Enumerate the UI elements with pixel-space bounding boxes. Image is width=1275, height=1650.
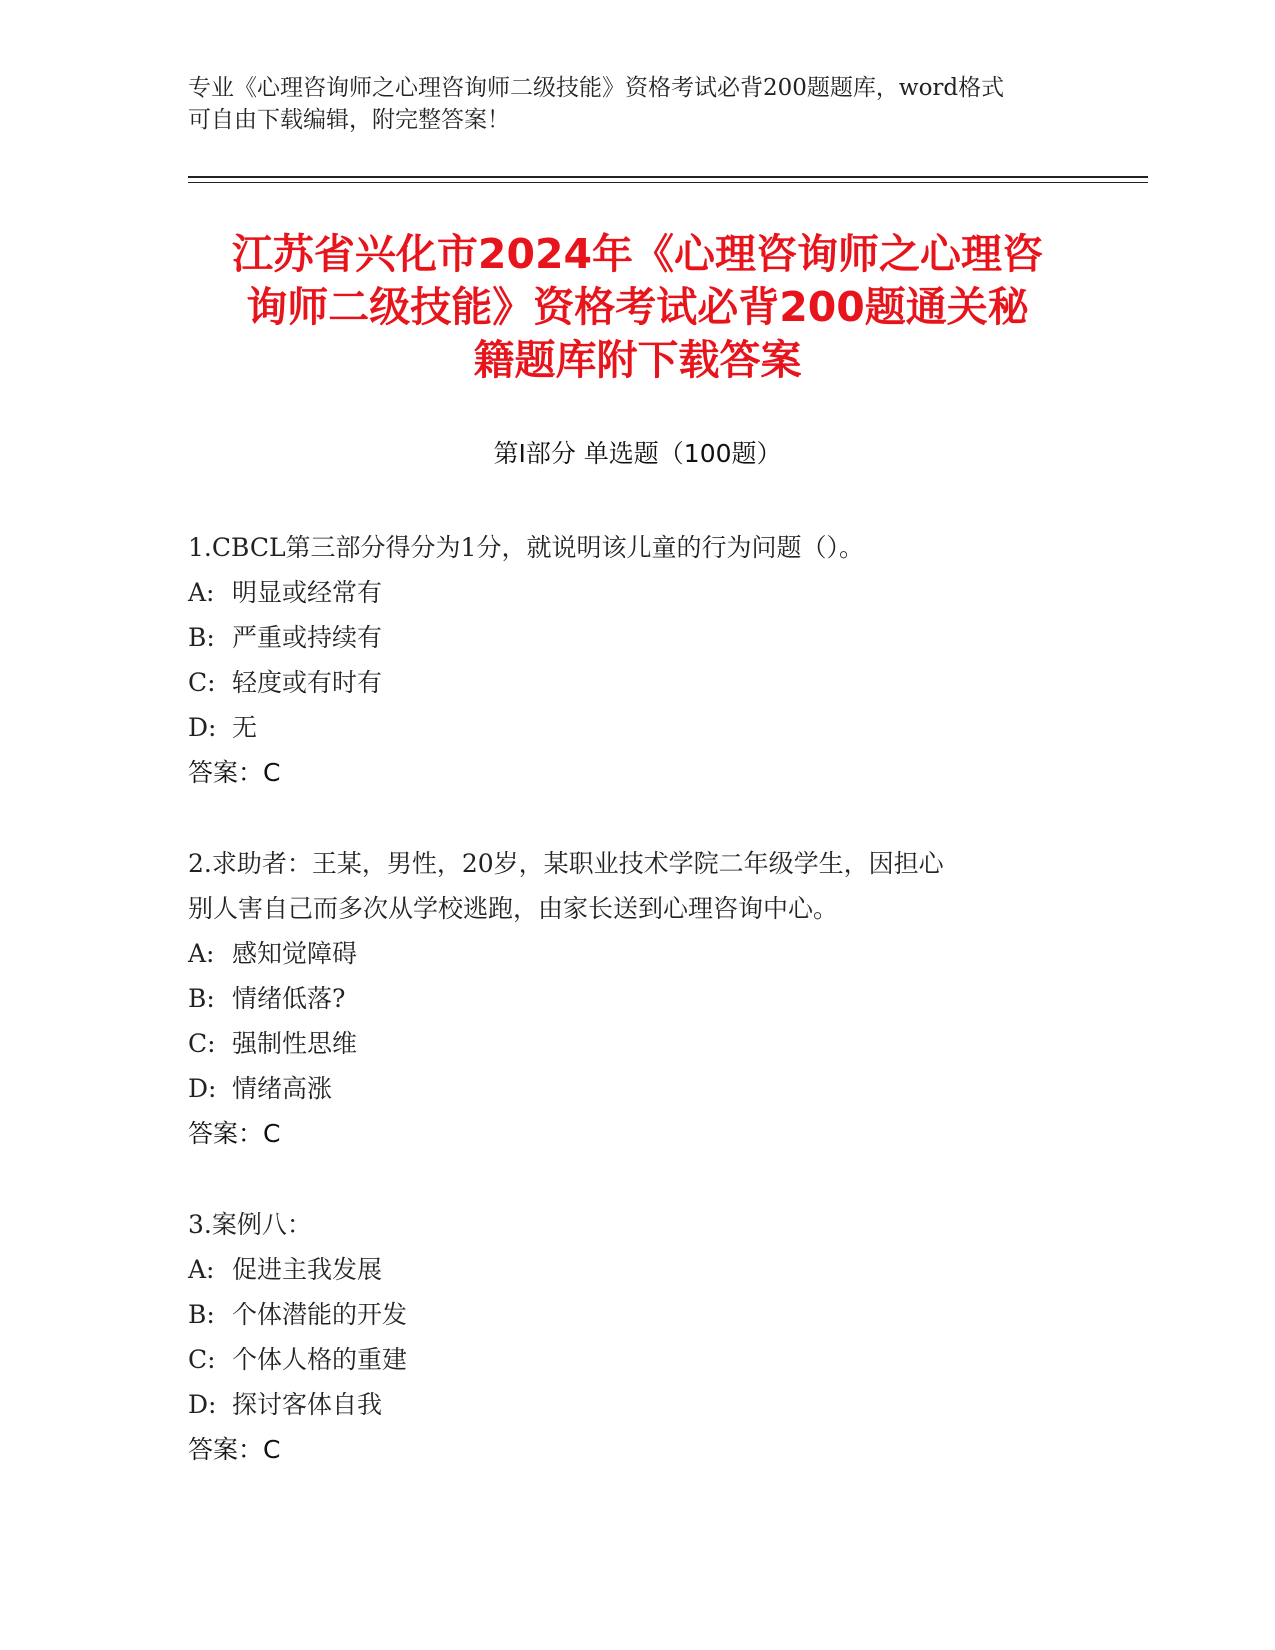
document-title-line: 籍题库附下载答案: [473, 336, 802, 384]
question-block: [188, 525, 1088, 795]
option-text: 强制性思维: [232, 1029, 358, 1058]
header-divider-thick: [188, 176, 1148, 178]
document-title-line: 询师二级技能》资格考试必背200题通关秘: [246, 283, 1029, 331]
question-text: 1.CBCL第三部分得分为1分，就说明该儿童的行为问题（）。: [188, 533, 864, 562]
header-divider-thin: [188, 182, 1148, 183]
option-key: A:: [188, 1255, 215, 1284]
option-d: [188, 1066, 1088, 1111]
option-c: [188, 660, 1088, 705]
option-d: [188, 705, 1088, 750]
option-text: 情绪低落?: [232, 984, 346, 1013]
option-key: C:: [188, 1029, 216, 1058]
option-key: A:: [188, 578, 215, 607]
option-key: B:: [188, 623, 215, 652]
option-text: 促进主我发展: [232, 1255, 383, 1284]
question-block: [188, 841, 1088, 1156]
option-key: C:: [188, 1345, 216, 1374]
option-text: 探讨客体自我: [232, 1390, 383, 1419]
option-text: 个体潜能的开发: [232, 1300, 408, 1329]
option-text: 个体人格的重建: [232, 1345, 408, 1374]
option-text: 无: [232, 713, 258, 742]
option-key: D:: [188, 1074, 217, 1103]
document-title-line: 江苏省兴化市2024年《心理咨询师之心理咨: [231, 230, 1044, 278]
header-note-line: 专业《心理咨询师之心理咨询师二级技能》资格考试必背200题题库，word格式: [188, 75, 1005, 101]
option-key: B:: [188, 1300, 215, 1329]
header-note-line: 可自由下载编辑，附完整答案！: [188, 107, 510, 133]
option-b: [188, 976, 1088, 1021]
answer-line: 答案：C: [188, 1119, 281, 1148]
option-key: D:: [188, 1390, 217, 1419]
option-key: D:: [188, 713, 217, 742]
section-title: 第Ⅰ部分 单选题（100题）: [493, 439, 782, 468]
question-text: 3.案例八：: [188, 1210, 312, 1239]
answer-line: 答案：C: [188, 1435, 281, 1464]
option-key: B:: [188, 984, 215, 1013]
option-b: [188, 1292, 1088, 1337]
option-c: [188, 1337, 1088, 1382]
option-text: 轻度或有时有: [232, 668, 383, 697]
option-a: [188, 570, 1088, 615]
option-c: [188, 1021, 1088, 1066]
option-text: 情绪高涨: [232, 1074, 333, 1103]
option-a: [188, 931, 1088, 976]
document-title: [150, 228, 1125, 387]
question-text: 2.求助者：王某，男性，20岁，某职业技术学院二年级学生，因担心: [188, 849, 944, 878]
option-text: 明显或经常有: [232, 578, 383, 607]
option-d: [188, 1382, 1088, 1427]
question-block: [188, 1202, 1088, 1472]
option-text: 严重或持续有: [232, 623, 383, 652]
question-text: 别人害自己而多次从学校逃跑，由家长送到心理咨询中心。: [188, 894, 839, 923]
option-key: A:: [188, 939, 215, 968]
option-b: [188, 615, 1088, 660]
option-text: 感知觉障碍: [232, 939, 358, 968]
option-a: [188, 1247, 1088, 1292]
header-note: [188, 72, 1088, 136]
answer-line: 答案：C: [188, 758, 281, 787]
option-key: C:: [188, 668, 216, 697]
